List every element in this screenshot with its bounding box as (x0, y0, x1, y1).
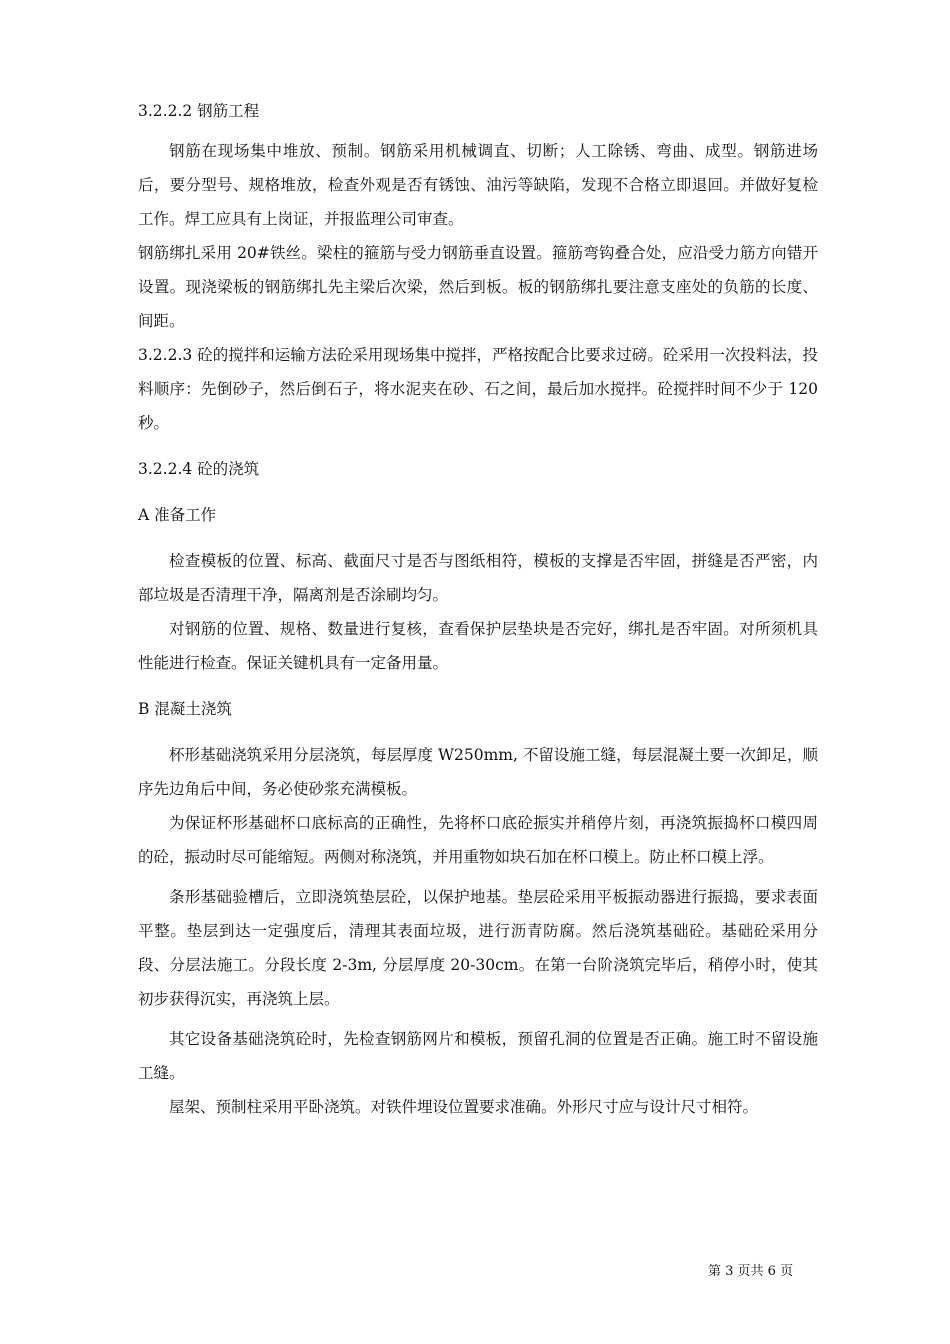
paragraph: 其它设备基础浇筑砼时，先检查钢筋网片和模板，预留孔洞的位置是否正确。施工时不留设施工缝。 (138, 1030, 818, 1082)
paragraph: 杯形基础浇筑采用分层浇筑，每层厚度 W250mm, 不留设施工缝，每层混凝土要一次卸足，顺序先边角后中间，务必使砂浆充满模板。 (138, 746, 818, 798)
section-heading-3222: 3.2.2.2 钢筋工程 (138, 102, 260, 120)
paragraph: 钢筋绑扎采用 20#铁丝。梁柱的箍筋与受力钢筋垂直设置。箍筋弯钩叠合处，应沿受力筋方向错开设置。现浇梁板的钢筋绑扎先主梁后次梁，然后到板。板的钢筋绑扎要注意支座处的负筋的长度、间距。 (138, 244, 818, 330)
document-body (138, 94, 818, 1124)
subheading-b: B 混凝土浇筑 (138, 700, 232, 718)
paragraph: 条形基础验槽后，立即浇筑垫层砼，以保护地基。垫层砼采用平板振动器进行振捣，要求表面平整。垫层到达一定强度后，清理其表面垃圾，进行沥青防腐。然后浇筑基础砼。基础砼采用分段、分层法施工。分段长度 2-3m, 分层厚度 20-30cm。在第一台阶浇筑完毕后，稍停小时，使其初步获得沉实，再浇筑上层。 (138, 888, 818, 1008)
paragraph: 屋架、预制柱采用平卧浇筑。对铁件埋设位置要求准确。外形尺寸应与设计尺寸相符。 (169, 1098, 759, 1116)
paragraph: 钢筋在现场集中堆放、预制。钢筋采用机械调直、切断；人工除锈、弯曲、成型。钢筋进场后，要分型号、规格堆放，检查外观是否有锈蚀、油污等缺陷，发现不合格立即退回。并做好复检工作。焊工应具有上岗证，并报监理公司审查。 (138, 142, 818, 228)
subheading-a: A 准备工作 (138, 506, 217, 524)
section-3223-paragraph: 3.2.2.3 砼的搅拌和运输方法砼采用现场集中搅拌，严格按配合比要求过磅。砼采用一次投料法，投料顺序：先倒砂子，然后倒石子，将水泥夹在砂、石之间，最后加水搅拌。砼搅拌时间不少于 120 秒。 (138, 346, 818, 432)
section-heading-3224: 3.2.2.4 砼的浇筑 (138, 460, 260, 478)
paragraph: 对钢筋的位置、规格、数量进行复核，查看保护层垫块是否完好，绑扎是否牢固。对所须机具性能进行检查。保证关键机具有一定备用量。 (138, 620, 818, 672)
paragraph: 检查模板的位置、标高、截面尺寸是否与图纸相符，模板的支撑是否牢固，拼缝是否严密，内部垃圾是否清理干净，隔离剂是否涂刷均匀。 (138, 552, 818, 604)
paragraph: 为保证杯形基础杯口底标高的正确性，先将杯口底砼振实并稍停片刻，再浇筑振捣杯口模四周的砼，振动时尽可能缩短。两侧对称浇筑，并用重物如块石加在杯口模上。防止杯口模上浮。 (138, 814, 818, 866)
page-footer: 第 3 页共 6 页 (708, 1264, 794, 1279)
